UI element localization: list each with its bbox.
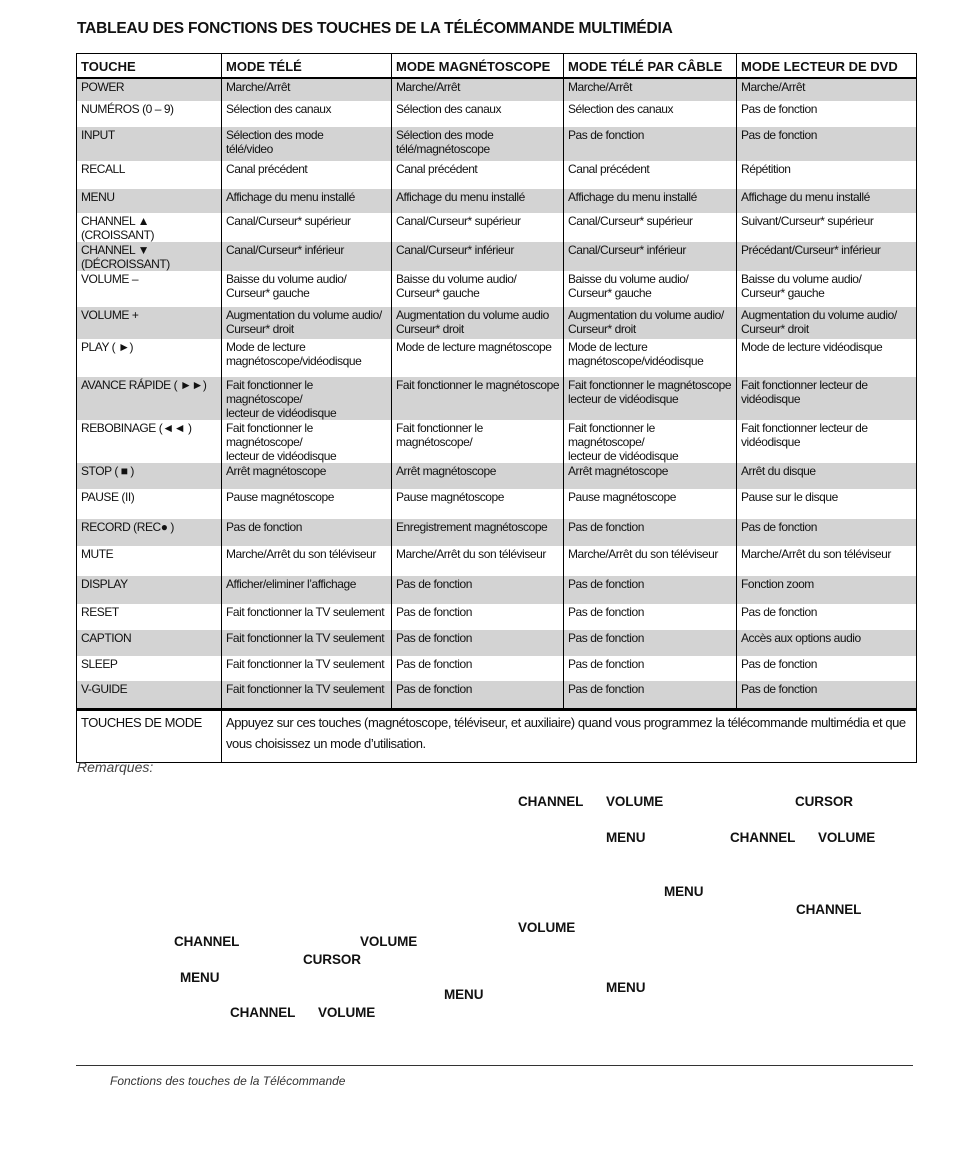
cell-touche: V-GUIDE [77,681,222,710]
table-row [77,630,917,656]
cell-mode-tele: Mode de lecture magnétoscope/vidéodisque [222,339,392,377]
header-mode-tele: MODE TÉLÉ [222,54,392,79]
cell-mode-dvd: Précédant/Curseur* inférieur [737,242,917,271]
cell-mode-tele: Fait fonctionner la TV seulement [222,681,392,710]
cell-touche: STOP ( ■ ) [77,463,222,489]
cell-touche: RECALL [81,162,125,176]
cell-mode-cable: Pause magnétoscope [564,489,737,519]
cell-mode-tele: Fait fonctionner la TV seulement [222,630,392,656]
cell-mode-cable: Marche/Arrêt [564,78,737,101]
cell-mode-tele: Fait fonctionner le magnétoscope/ lecteur de vidéodisque [222,377,392,420]
remark-keyword-volume: VOLUME [360,934,418,949]
cell-mode-cable: Pas de fonction [564,604,737,630]
cell-mode-magnetoscope: Sélection des mode télé/magnétoscope [392,127,564,161]
table-row [77,189,917,213]
cell-mode-cable: Fait fonctionner le magnétoscope/ lecteur de vidéodisque [564,420,737,463]
table-row [77,681,917,710]
cell-touche: SLEEP [81,657,118,671]
table-row [77,489,917,519]
cell-touche: NUMÉROS (0 – 9) [81,102,174,116]
cell-mode-dvd: Mode de lecture vidéodisque [737,339,917,377]
cell-mode-cable: Pas de fonction [564,576,737,604]
remark-keyword-volume: VOLUME [518,920,576,935]
table-row [77,377,917,420]
cell-mode-dvd: Fait fonctionner lecteur de vidéodisque [737,377,917,420]
cell-mode-cable: Fait fonctionner le magnétoscope lecteur de vidéodisque [564,377,737,420]
cell-mode-tele: Canal précédent [222,161,392,189]
cell-mode-tele: Fait fonctionner la TV seulement [222,604,392,630]
cell-mode-dvd: Répétition [737,161,917,189]
cell-touche: PLAY ( ►) [81,340,134,354]
cell-mode-magnetoscope: Canal précédent [392,161,564,189]
cell-mode-magnetoscope: Pas de fonction [392,604,564,630]
table-row [77,519,917,546]
cell-touche: CAPTION [77,630,222,656]
remarks-label: Remarques: [77,759,154,775]
remark-keyword-volume: VOLUME [818,830,876,845]
header-touche: TOUCHE [77,54,222,79]
remark-keyword-channel: CHANNEL [174,934,240,949]
function-table [76,53,917,763]
cell-mode-cable: Mode de lecture magnétoscope/vidéodisque [564,339,737,377]
table-row [77,307,917,339]
remark-keyword-volume: VOLUME [606,794,664,809]
cell-mode-tele: Baisse du volume audio/ Curseur* gauche [222,271,392,307]
cell-mode-magnetoscope: Enregistrement magnétoscope [392,519,564,546]
cell-touche: PAUSE (II) [81,490,135,504]
cell-mode-magnetoscope: Sélection des canaux [392,101,564,127]
cell-mode-dvd: Arrêt du disque [737,463,917,489]
cell-mode-tele: Canal/Curseur* supérieur [222,213,392,242]
header-mode-dvd: MODE LECTEUR DE DVD [737,54,917,79]
table-body [77,78,917,710]
remark-keyword-menu: MENU [606,980,646,995]
cell-touche: POWER [77,78,222,101]
mode-keys-row [77,710,917,763]
table-row [77,161,917,189]
remark-keyword-menu: MENU [180,970,220,985]
cell-mode-magnetoscope: Pause magnétoscope [392,489,564,519]
header-mode-cable: MODE TÉLÉ PAR CÂBLE [564,54,737,79]
cell-touche: RECORD (REC● ) [77,519,222,546]
cell-mode-magnetoscope: Pas de fonction [392,576,564,604]
header-mode-magnetoscope: MODE MAGNÉTOSCOPE [392,54,564,79]
cell-mode-dvd: Marche/Arrêt du son téléviseur [737,546,917,576]
cell-touche: VOLUME + [77,307,222,339]
cell-mode-tele: Fait fonctionner le magnétoscope/ lecteur de vidéodisque [222,420,392,463]
cell-touche: AVANCE RÁPIDE ( ►►) [77,377,222,420]
cell-mode-cable: Canal/Curseur* inférieur [564,242,737,271]
cell-touche: RESET [81,605,119,619]
cell-mode-cable: Canal précédent [564,161,737,189]
cell-mode-cable: Pas de fonction [564,630,737,656]
cell-mode-dvd: Pause sur le disque [737,489,917,519]
cell-mode-magnetoscope: Baisse du volume audio/ Curseur* gauche [392,271,564,307]
cell-mode-dvd: Pas de fonction [737,101,917,127]
cell-mode-tele: Marche/Arrêt du son téléviseur [222,546,392,576]
cell-mode-cable: Sélection des canaux [564,101,737,127]
cell-mode-magnetoscope: Arrêt magnétoscope [392,463,564,489]
cell-mode-dvd: Pas de fonction [737,604,917,630]
remark-keyword-menu: MENU [664,884,704,899]
table-row [77,101,917,127]
cell-touche: INPUT [77,127,222,161]
mode-keys-label: TOUCHES DE MODE [77,710,222,763]
cell-mode-dvd: Augmentation du volume audio/ Curseur* droit [737,307,917,339]
cell-touche: VOLUME – [81,272,139,286]
cell-mode-tele: Marche/Arrêt [222,78,392,101]
table-header-row [77,54,917,79]
cell-mode-cable: Baisse du volume audio/ Curseur* gauche [564,271,737,307]
cell-mode-magnetoscope: Pas de fonction [392,656,564,681]
cell-mode-dvd: Pas de fonction [737,127,917,161]
cell-mode-tele: Arrêt magnétoscope [222,463,392,489]
cell-mode-cable: Pas de fonction [564,681,737,710]
remark-keyword-menu: MENU [606,830,646,845]
cell-mode-tele: Pas de fonction [222,519,392,546]
table-row [77,339,917,377]
mode-keys-description: Appuyez sur ces touches (magnétoscope, téléviseur, et auxiliaire) quand vous programmez la télécommande multimédia et que vous choisissez un mode d’utilisation. [222,710,917,763]
footer-rule [76,1065,913,1066]
cell-mode-magnetoscope: Pas de fonction [392,630,564,656]
cell-mode-cable: Marche/Arrêt du son téléviseur [564,546,737,576]
cell-mode-cable: Pas de fonction [564,127,737,161]
table-row [77,546,917,576]
table-row [77,576,917,604]
cell-mode-tele: Canal/Curseur* inférieur [222,242,392,271]
cell-touche: MENU [77,189,222,213]
remark-keyword-volume: VOLUME [318,1005,376,1020]
cell-mode-magnetoscope: Fait fonctionner le magnétoscope/ [392,420,564,463]
cell-mode-dvd: Suivant/Curseur* supérieur [737,213,917,242]
cell-mode-dvd: Pas de fonction [737,656,917,681]
cell-touche: REBOBINAGE (◄◄ ) [81,421,192,435]
cell-mode-cable: Augmentation du volume audio/ Curseur* droit [564,307,737,339]
cell-mode-dvd: Marche/Arrêt [737,78,917,101]
cell-mode-magnetoscope: Canal/Curseur* inférieur [392,242,564,271]
remark-keyword-channel: CHANNEL [796,902,862,917]
cell-mode-magnetoscope: Fait fonctionner le magnétoscope [392,377,564,420]
remark-keyword-menu: MENU [444,987,484,1002]
page-title: TABLEAU DES FONCTIONS DES TOUCHES DE LA TÉLÉCOMMANDE MULTIMÉDIA [77,20,673,37]
table-row [77,213,917,242]
table-row [77,604,917,630]
cell-mode-magnetoscope: Pas de fonction [392,681,564,710]
cell-mode-tele: Augmentation du volume audio/ Curseur* droit [222,307,392,339]
table-row [77,463,917,489]
table-row [77,127,917,161]
cell-touche: CHANNEL ▼ (DÉCROISSANT) [77,242,222,271]
cell-touche: DISPLAY [77,576,222,604]
cell-mode-cable: Affichage du menu installé [564,189,737,213]
cell-mode-tele: Sélection des mode télé/video [222,127,392,161]
cell-mode-dvd: Pas de fonction [737,681,917,710]
cell-mode-dvd: Fonction zoom [737,576,917,604]
remark-keyword-cursor: CURSOR [795,794,853,809]
cell-mode-cable: Canal/Curseur* supérieur [564,213,737,242]
cell-mode-cable: Pas de fonction [564,656,737,681]
cell-mode-magnetoscope: Marche/Arrêt du son téléviseur [392,546,564,576]
cell-mode-magnetoscope: Mode de lecture magnétoscope [392,339,564,377]
table-row [77,420,917,463]
table-row [77,656,917,681]
table-row [77,271,917,307]
remark-keyword-channel: CHANNEL [230,1005,296,1020]
remark-keyword-channel: CHANNEL [518,794,584,809]
cell-mode-magnetoscope: Affichage du menu installé [392,189,564,213]
cell-mode-dvd: Baisse du volume audio/ Curseur* gauche [737,271,917,307]
table-row [77,242,917,271]
cell-mode-dvd: Fait fonctionner lecteur de vidéodisque [737,420,917,463]
cell-mode-dvd: Affichage du menu installé [737,189,917,213]
cell-touche: MUTE [81,547,114,561]
cell-mode-magnetoscope: Marche/Arrêt [392,78,564,101]
cell-mode-tele: Afficher/eliminer l’affichage [222,576,392,604]
cell-mode-magnetoscope: Augmentation du volume audio Curseur* droit [392,307,564,339]
cell-mode-magnetoscope: Canal/Curseur* supérieur [392,213,564,242]
cell-mode-tele: Affichage du menu installé [222,189,392,213]
cell-mode-cable: Arrêt magnétoscope [564,463,737,489]
cell-touche: CHANNEL ▲ (CROISSANT) [81,214,155,242]
remark-keyword-channel: CHANNEL [730,830,796,845]
table-row [77,78,917,101]
cell-mode-cable: Pas de fonction [564,519,737,546]
footer-caption: Fonctions des touches de la Télécommande [110,1074,346,1088]
cell-mode-tele: Pause magnétoscope [222,489,392,519]
remark-keyword-cursor: CURSOR [303,952,361,967]
cell-mode-dvd: Pas de fonction [737,519,917,546]
cell-mode-tele: Fait fonctionner la TV seulement [222,656,392,681]
cell-mode-dvd: Accès aux options audio [737,630,917,656]
cell-mode-tele: Sélection des canaux [222,101,392,127]
